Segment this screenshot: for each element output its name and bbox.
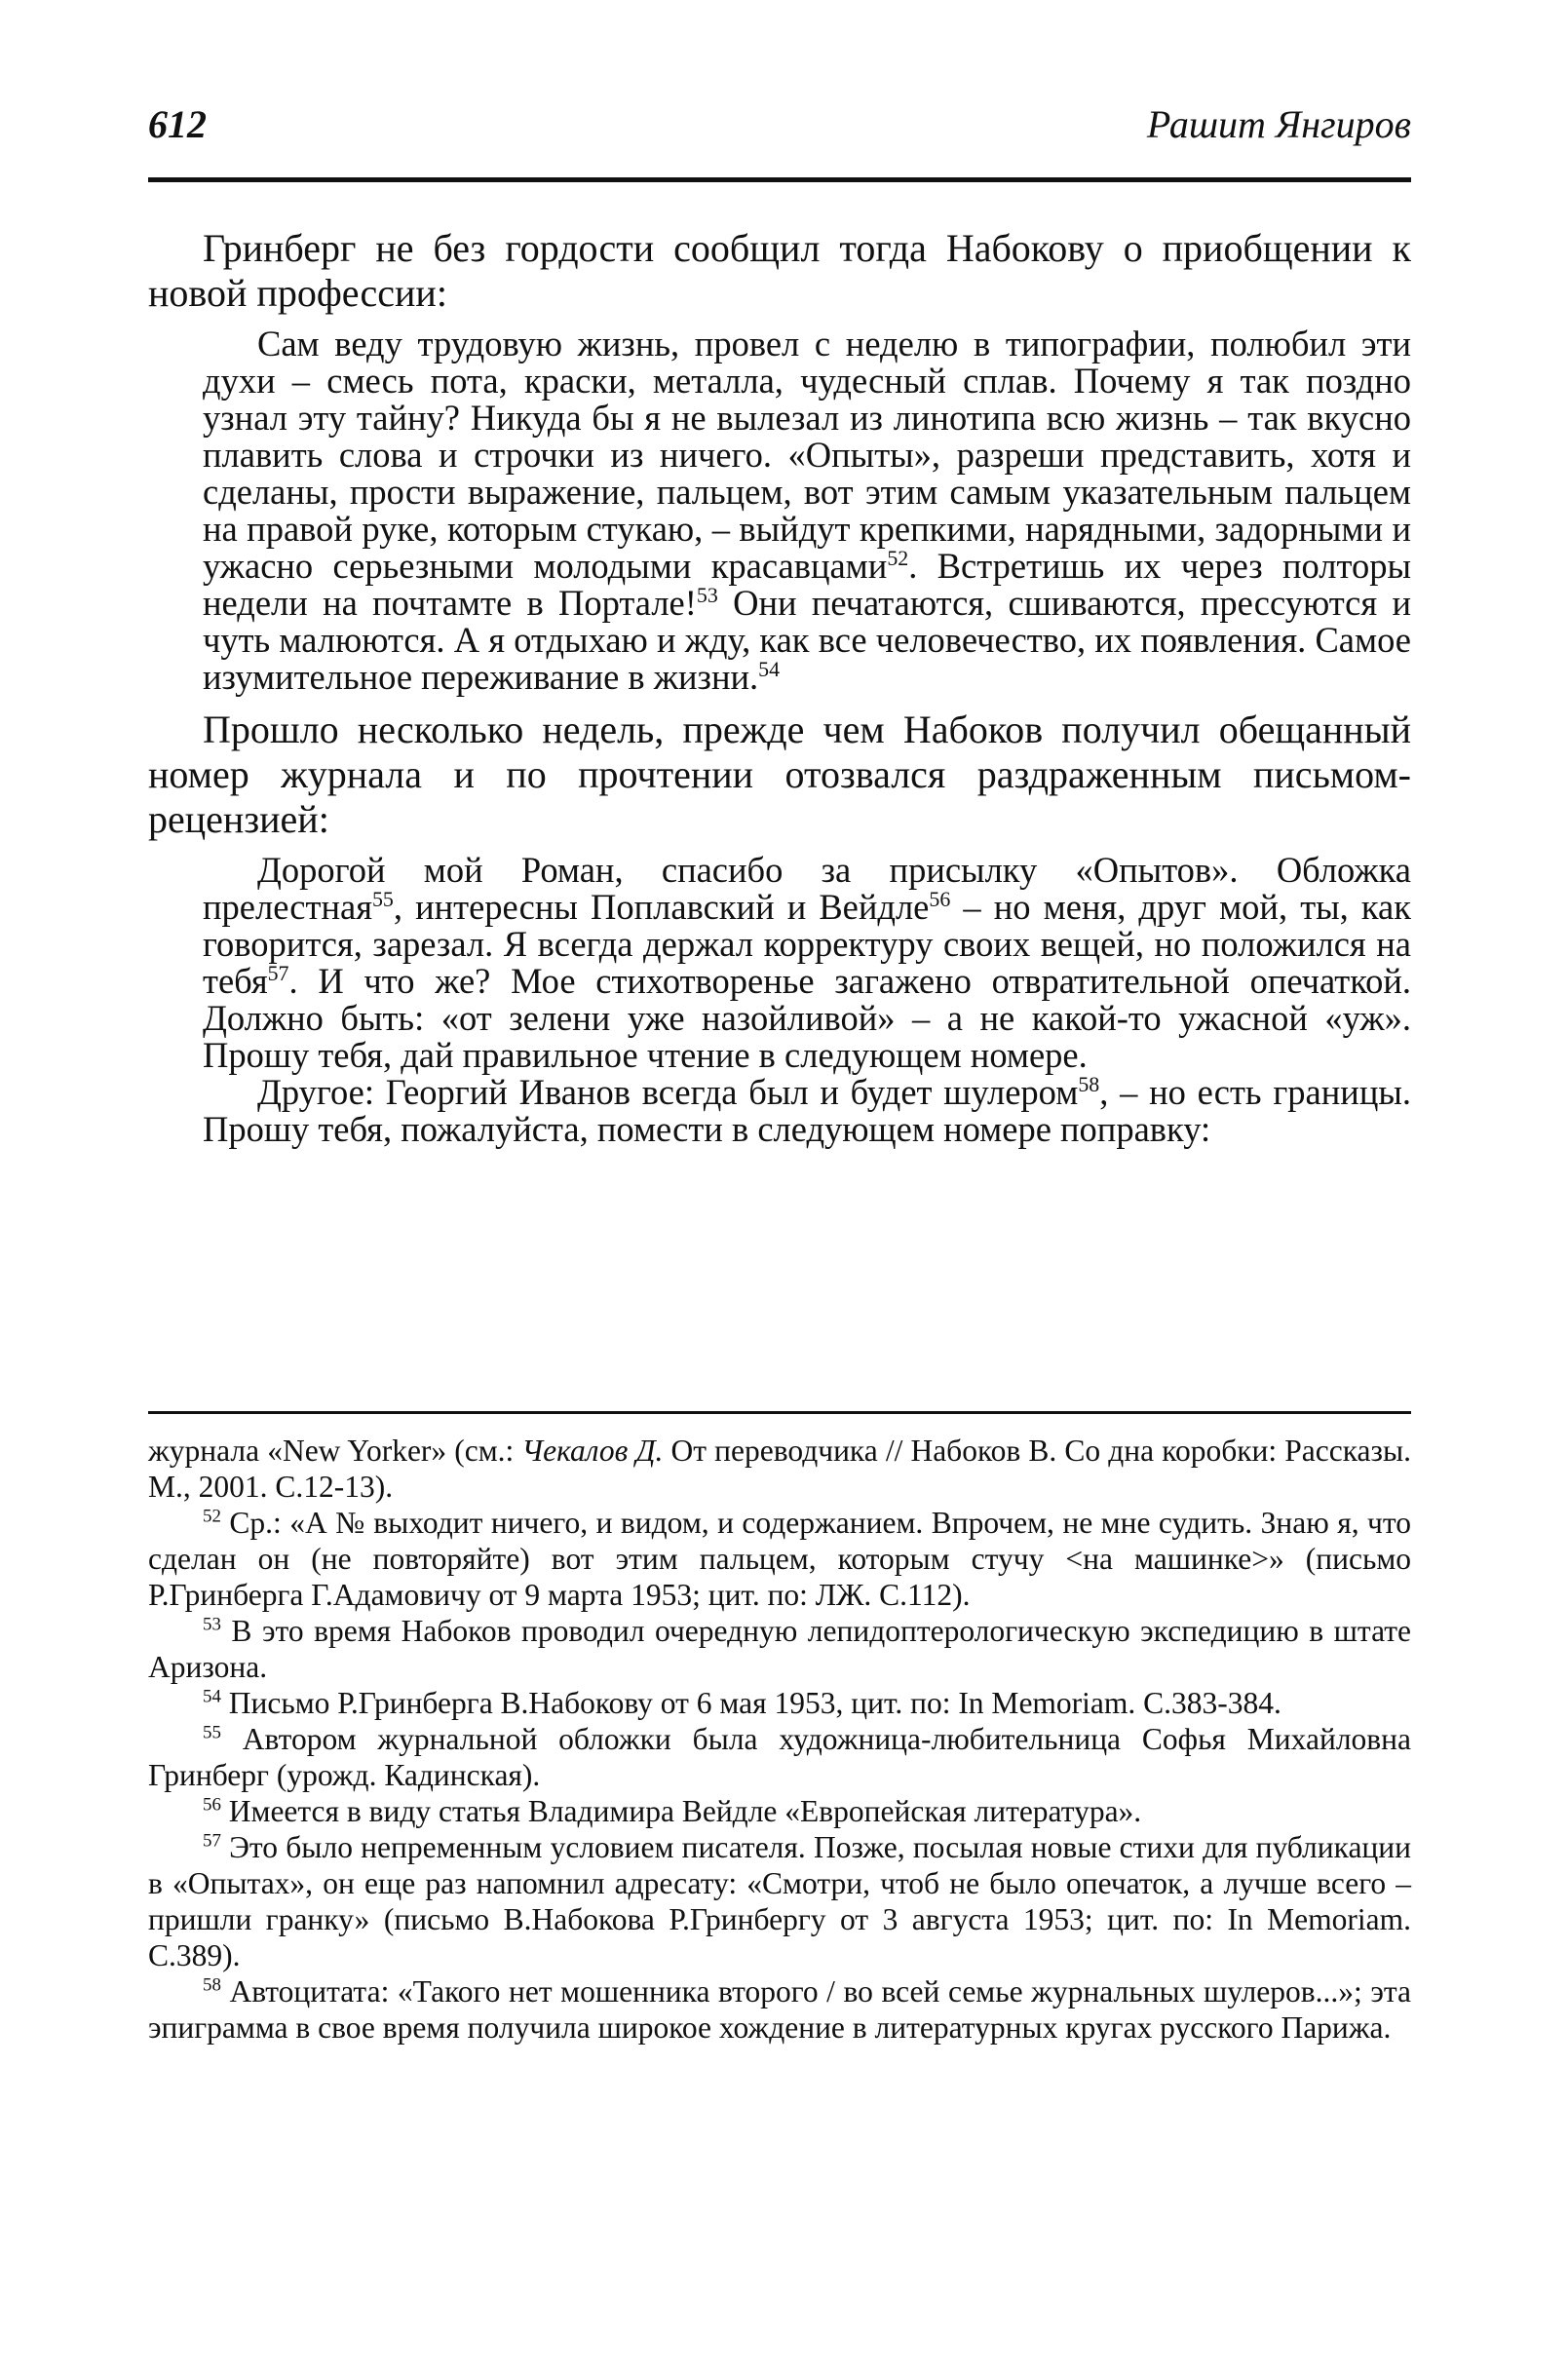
paragraph-1-text: Гринберг не без гордости сообщил тогда Набокову о приобщении к новой профессии:	[148, 226, 1411, 315]
page-number: 612	[148, 102, 207, 146]
running-head: Рашит Янгиров	[1146, 102, 1411, 146]
footnote-text: Ср.: «А № выходит ничего, и видом, и содержанием. Впрочем, не мне судить. Знаю я, что сделан он (не повторяйте) вот этим пальцем, которым стучу <на машинке>» (письмо Р.Гринберга Г.Адамовичу от 9 марта 1953; цит. по: ЛЖ. С.112).	[148, 1506, 1411, 1612]
footnote-number: 53	[203, 1614, 221, 1635]
footnote-ref[interactable]: 52	[887, 545, 909, 570]
footnote-number: 54	[203, 1686, 221, 1707]
footnote-58	[148, 1973, 1411, 2046]
footnote-number: 56	[203, 1794, 221, 1816]
footnote-rule	[148, 1411, 1411, 1414]
footnote-ref[interactable]: 58	[1078, 1071, 1100, 1096]
footnote-text: Письмо Р.Гринберга В.Набокову от 6 мая 1953, цит. по: In Memoriam. С.383-384.	[220, 1686, 1281, 1720]
quote-3-text-a: Другое: Георгий Иванов всегда был и будет шулером	[257, 1072, 1079, 1112]
footnotes	[148, 1433, 1411, 2046]
header-rule	[148, 177, 1411, 182]
quote-1-text-a: Сам веду трудовую жизнь, провел с неделю в типографии, полюбил эти духи – смесь пота, краски, металла, чудесный сплав. Почему я так поздно узнал эту тайну? Никуда бы я не вылезал из линотипа всю жизнь – так вкусно плавить слова и строчки из ничего. «Опыты», разреши представить, хотя и сделаны, прости выражение, пальцем, вот этим самым указательным пальцем на правой руке, которым стукаю, – выйдут крепкими, нарядными, задорными и ужасно серьезными молодыми красавцами	[203, 324, 1411, 586]
footnote-54	[148, 1685, 1411, 1721]
footnote-56	[148, 1793, 1411, 1829]
footnote-number: 55	[203, 1722, 221, 1743]
quote-2-text-b: , интересны Поплавский и Вейдле	[393, 887, 930, 927]
paragraph-2-text: Прошло несколько недель, прежде чем Набоков получил обещанный номер журнала и по прочтении отозвался раздраженным письмом-рецензией:	[148, 708, 1411, 841]
quote-1-text-c: Они печатаются, сшиваются, прессуются и чуть малюются. А я отдыхаю и жду, как все человечество, их появления. Самое изумительное переживание в жизни.	[203, 583, 1411, 697]
footnote-text: Автоцитата: «Такого нет мошенника второго / во всей семье журнальных шулеров...»; эта эпиграмма в свое время получила широкое хождение в литературных кругах русского Парижа.	[148, 1974, 1411, 2045]
footnote-ref[interactable]: 54	[758, 656, 781, 681]
footnote-ref[interactable]: 53	[696, 582, 718, 607]
quote-2-text-a: Дорогой мой Роман, спасибо за присылку «Опытов». Обложка прелестная	[203, 850, 1411, 927]
footnote-number: 52	[203, 1506, 221, 1527]
footnote-continuation	[148, 1433, 1411, 1505]
main-text	[148, 226, 1411, 1149]
footnote-author: Чекалов Д.	[521, 1434, 664, 1468]
footnote-ref[interactable]: 56	[929, 886, 951, 911]
footnote-text: В это время Набоков проводил очередную лепидоптерологическую экспедицию в штате Аризона.	[148, 1614, 1411, 1684]
quote-2	[203, 852, 1411, 1074]
quote-3-text-b: , – но есть границы. Прошу тебя, пожалуйста, помести в следующем номере поправку:	[203, 1072, 1411, 1149]
footnote-55	[148, 1721, 1411, 1793]
footnote-text: журнала «New Yorker» (см.:	[148, 1434, 522, 1468]
footnote-52	[148, 1505, 1411, 1613]
footnote-text: Автором журнальной обложки была художница-любительница Софья Михайловна Гринберг (урожд. Кадинская).	[148, 1722, 1411, 1792]
footnote-number: 58	[203, 1974, 221, 1996]
quote-2-text-c: – но меня, друг мой, ты, как говорится, зарезал. Я всегда держал корректуру своих вещей, но положился на тебя	[203, 887, 1411, 1001]
footnote-number: 57	[203, 1830, 221, 1852]
footnote-53	[148, 1613, 1411, 1685]
quote-3	[203, 1071, 1411, 1149]
footnote-ref[interactable]: 57	[267, 960, 289, 985]
paragraph-1	[148, 226, 1411, 316]
paragraph-2	[148, 708, 1411, 842]
footnote-text: Имеется в виду статья Владимира Вейдле «Европейская литература».	[220, 1794, 1142, 1828]
footnote-ref[interactable]: 55	[371, 886, 394, 911]
quote-2-text-d: . И что же? Мое стихотворенье загажено отвратительной опечаткой. Должно быть: «от зелени уже назойливой» – а не какой-то ужасной «уж». Прошу тебя, дай правильное чтение в следующем номере.	[203, 961, 1411, 1075]
footnote-57	[148, 1829, 1411, 1973]
quote-1-text-b: . Встретишь их через полторы недели на почтамте в Портале!	[203, 546, 1411, 623]
quote-1	[203, 325, 1411, 696]
footnote-text: Это было непременным условием писателя. Позже, посылая новые стихи для публикации в «Опытах», он еще раз напомнил адресату: «Смотри, чтоб не было опечаток, а лучше всего – пришли гранку» (письмо В.Набокова Р.Гринбергу от 3 августа 1953; цит. по: In Memoriam. С.389).	[148, 1830, 1411, 1972]
footnote-text: От переводчика // Набоков В. Со дна коробки: Рассказы. М., 2001. С.12-13).	[148, 1434, 1412, 1504]
page-header	[148, 101, 1411, 160]
